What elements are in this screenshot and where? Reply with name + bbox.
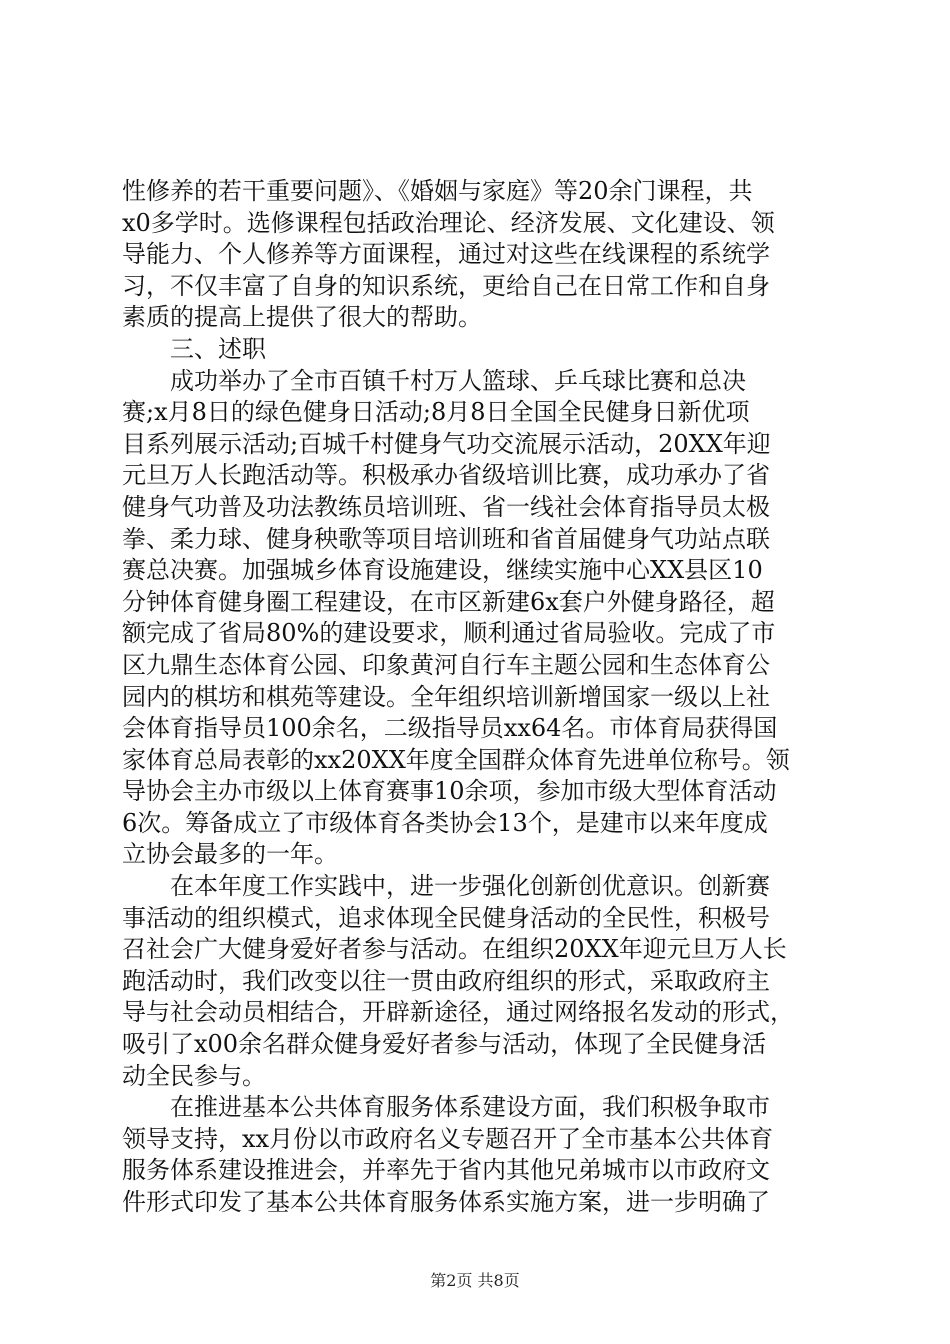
text-line: 事活动的组织模式，追求体现全民健身活动的全民性，积极号 <box>122 903 770 932</box>
text-line: 导协会主办市级以上体育赛事10余项，参加市级大型体育活动 <box>122 777 777 806</box>
page-footer: 第2页 共8页 <box>430 1271 520 1290</box>
text-line: 立协会最多的一年。 <box>122 840 338 869</box>
text-line: 召社会广大健身爱好者参与活动。在组织20XX年迎元旦万人长 <box>122 935 787 964</box>
text-line: 在本年度工作实践中，进一步强化创新创优意识。创新赛 <box>122 872 770 901</box>
text-line: 在推进基本公共体育服务体系建设方面，我们积极争取市 <box>122 1093 770 1122</box>
text-line: 赛;x月8日的绿色健身日活动;8月8日全国全民健身日新优项 <box>122 398 750 427</box>
text-line: 领导支持，xx月份以市政府名义专题召开了全市基本公共体育 <box>122 1124 774 1153</box>
text-line: 导与社会动员相结合，开辟新途径，通过网络报名发动的形式， <box>122 998 794 1027</box>
text-line: 导能力、个人修养等方面课程，通过对这些在线课程的系统学 <box>122 240 770 269</box>
text-line: 目系列展示活动;百城千村健身气功交流展示活动，20XX年迎 <box>122 429 771 458</box>
text-line: 习，不仅丰富了自身的知识系统，更给自己在日常工作和自身 <box>122 271 770 300</box>
text-line: 健身气功普及功法教练员培训班、省一线社会体育指导员太极 <box>122 492 770 521</box>
text-line: 赛总决赛。加强城乡体育设施建设，继续实施中心XX县区10 <box>122 556 763 585</box>
text-line: x0多学时。选修课程包括政治理论、经济发展、文化建设、领 <box>122 208 775 237</box>
text-line: 服务体系建设推进会，并率先于省内其他兄弟城市以市政府文 <box>122 1156 770 1185</box>
text-line: 成功举办了全市百镇千村万人篮球、乒乓球比赛和总决 <box>122 366 746 395</box>
text-line: 吸引了x00余名群众健身爱好者参与活动，体现了全民健身活 <box>122 1030 767 1059</box>
text-line: 素质的提高上提供了很大的帮助。 <box>122 303 482 332</box>
text-line: 6次。筹备成立了市级体育各类协会13个，是建市以来年度成 <box>122 808 768 837</box>
text-line: 元旦万人长跑活动等。积极承办省级培训比赛，成功承办了省 <box>122 461 770 490</box>
text-line: 家体育总局表彰的xx20XX年度全国群众体育先进单位称号。领 <box>122 745 790 774</box>
text-line: 拳、柔力球、健身秧歌等项目培训班和省首届健身气功站点联 <box>122 524 770 553</box>
document-body <box>122 176 842 1219</box>
text-line: 性修养的若干重要问题》、《婚姻与家庭》等20余门课程，共 <box>122 177 753 205</box>
text-line: 件形式印发了基本公共体育服务体系实施方案，进一步明确了 <box>122 1188 770 1216</box>
text-line: 会体育指导员100余名，二级指导员xx64名。市体育局获得国 <box>122 714 778 743</box>
text-line: 跑活动时，我们改变以往一贯由政府组织的形式，采取政府主 <box>122 966 770 995</box>
text-line: 额完成了省局80%的建设要求，顺利通过省局验收。完成了市 <box>122 619 776 648</box>
text-line: 三、述职 <box>122 334 266 363</box>
text-line: 区九鼎生态体育公园、印象黄河自行车主题公园和生态体育公 <box>122 650 770 679</box>
text-line: 动全民参与。 <box>122 1061 266 1090</box>
text-line: 分钟体育健身圈工程建设，在市区新建6x套户外健身路径，超 <box>122 587 775 616</box>
text-line: 园内的棋坊和棋苑等建设。全年组织培训新增国家一级以上社 <box>122 682 770 711</box>
